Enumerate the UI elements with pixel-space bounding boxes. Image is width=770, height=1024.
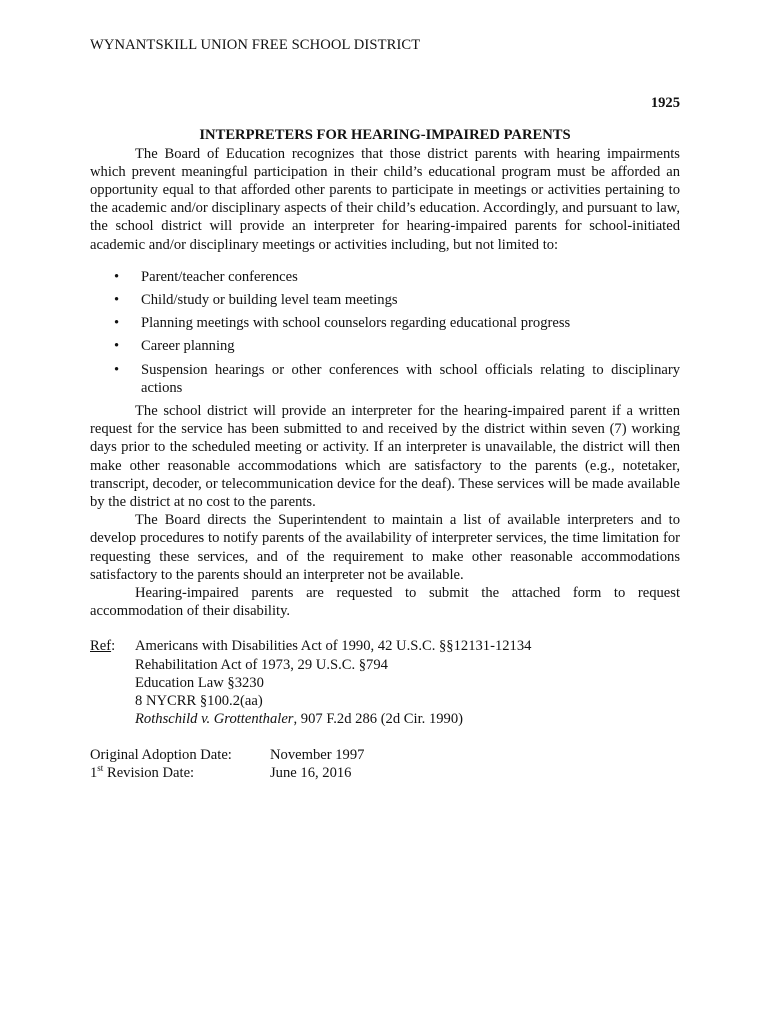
- list-item-text: Career planning: [141, 338, 235, 355]
- revision-value: June 16, 2016: [270, 764, 352, 781]
- list-item: [90, 337, 680, 355]
- document-title: INTERPRETERS FOR HEARING-IMPAIRED PARENTS: [199, 127, 571, 144]
- revision-row: [90, 764, 680, 782]
- reference-item: Rehabilitation Act of 1973, 29 U.S.C. §794: [135, 656, 388, 673]
- list-item-text: Planning meetings with school counselors regarding educational progress: [141, 315, 571, 332]
- list-item: [90, 291, 680, 309]
- list-item-text: Child/study or building level team meetings: [141, 292, 398, 309]
- references-label-wrap: [90, 637, 135, 728]
- adoption-dates: [90, 746, 680, 782]
- reference-item-case: [135, 710, 531, 728]
- references-label: Ref: [90, 638, 112, 655]
- bullet-icon: •: [114, 338, 120, 355]
- references-section: [90, 637, 680, 728]
- list-item-text: Parent/teacher conferences: [141, 268, 298, 285]
- district-name: WYNANTSKILL UNION FREE SCHOOL DISTRICT: [90, 37, 421, 53]
- paragraph-request-procedure: The school district will provide an interpreter for the hearing-impaired parent if a written request for the service has been submitted to and received by the district within seven (7) working days prior to the scheduled meeting or activity. If an interpreter is unavailable, the district will then make other reasonable accommodations which are satisfactory to the parents (e.g., notetaker, transcript, decoder, or telecommunication device for the deaf). These services will be made available by the district at no cost to the parents.: [90, 403, 680, 511]
- original-adoption-label: Original Adoption Date:: [90, 746, 232, 763]
- paragraph-request-form: Hearing-impaired parents are requested to submit the attached form to request accommodation of their disability.: [90, 585, 680, 620]
- reference-item: 8 NYCRR §100.2(aa): [135, 693, 263, 710]
- revision-ordinal: 1: [90, 764, 98, 781]
- references-list: [135, 637, 531, 728]
- revision-label: [90, 764, 270, 782]
- list-item: [90, 314, 680, 332]
- paragraph-intro: The Board of Education recognizes that those district parents with hearing impairments which prevent meaningful participation in their child’s educational program must be afforded an opportunity equal to that afforded other parents to participate in meetings or activities pertaining to the academic and/or disciplinary aspects of their child’s education. Accordingly, and pursuant to law, the school district will provide an interpreter for hearing-impaired parents for school-initiated academic and/or disciplinary meetings or activities including, but not limited to:: [90, 145, 680, 253]
- bullet-icon: •: [114, 292, 120, 309]
- case-citation: , 907 F.2d 286 (2d Cir. 1990): [293, 711, 463, 728]
- bullet-icon: •: [114, 268, 120, 285]
- revision-ordinal-suffix: st: [97, 762, 104, 773]
- list-item-text: Suspension hearings or other conferences with school officials relating to disciplinary actions: [141, 361, 680, 396]
- list-item: [90, 268, 680, 286]
- case-name: Rothschild v. Grottenthaler: [135, 711, 294, 728]
- revision-label-text: Revision Date:: [103, 764, 195, 781]
- bullet-icon: •: [114, 361, 120, 378]
- policy-number: 1925: [650, 95, 680, 112]
- list-item: [90, 361, 680, 397]
- meeting-types-list: [90, 268, 680, 397]
- original-adoption-row: [90, 746, 680, 764]
- paragraph-superintendent: The Board directs the Superintendent to maintain a list of available interpreters and to develop procedures to notify parents of the availability of interpreter services, the time limitation for requesting these services, and of the requirement to make other reasonable accommodations satisfactory to the parents should an interpreter not be available.: [90, 512, 680, 583]
- document-page: [90, 36, 680, 782]
- reference-item: Education Law §3230: [135, 674, 264, 691]
- reference-item: Americans with Disabilities Act of 1990, 42 U.S.C. §§12131-12134: [135, 638, 532, 655]
- original-adoption-value: November 1997: [270, 746, 365, 763]
- bullet-icon: •: [114, 315, 120, 332]
- references-label-colon: :: [111, 638, 116, 655]
